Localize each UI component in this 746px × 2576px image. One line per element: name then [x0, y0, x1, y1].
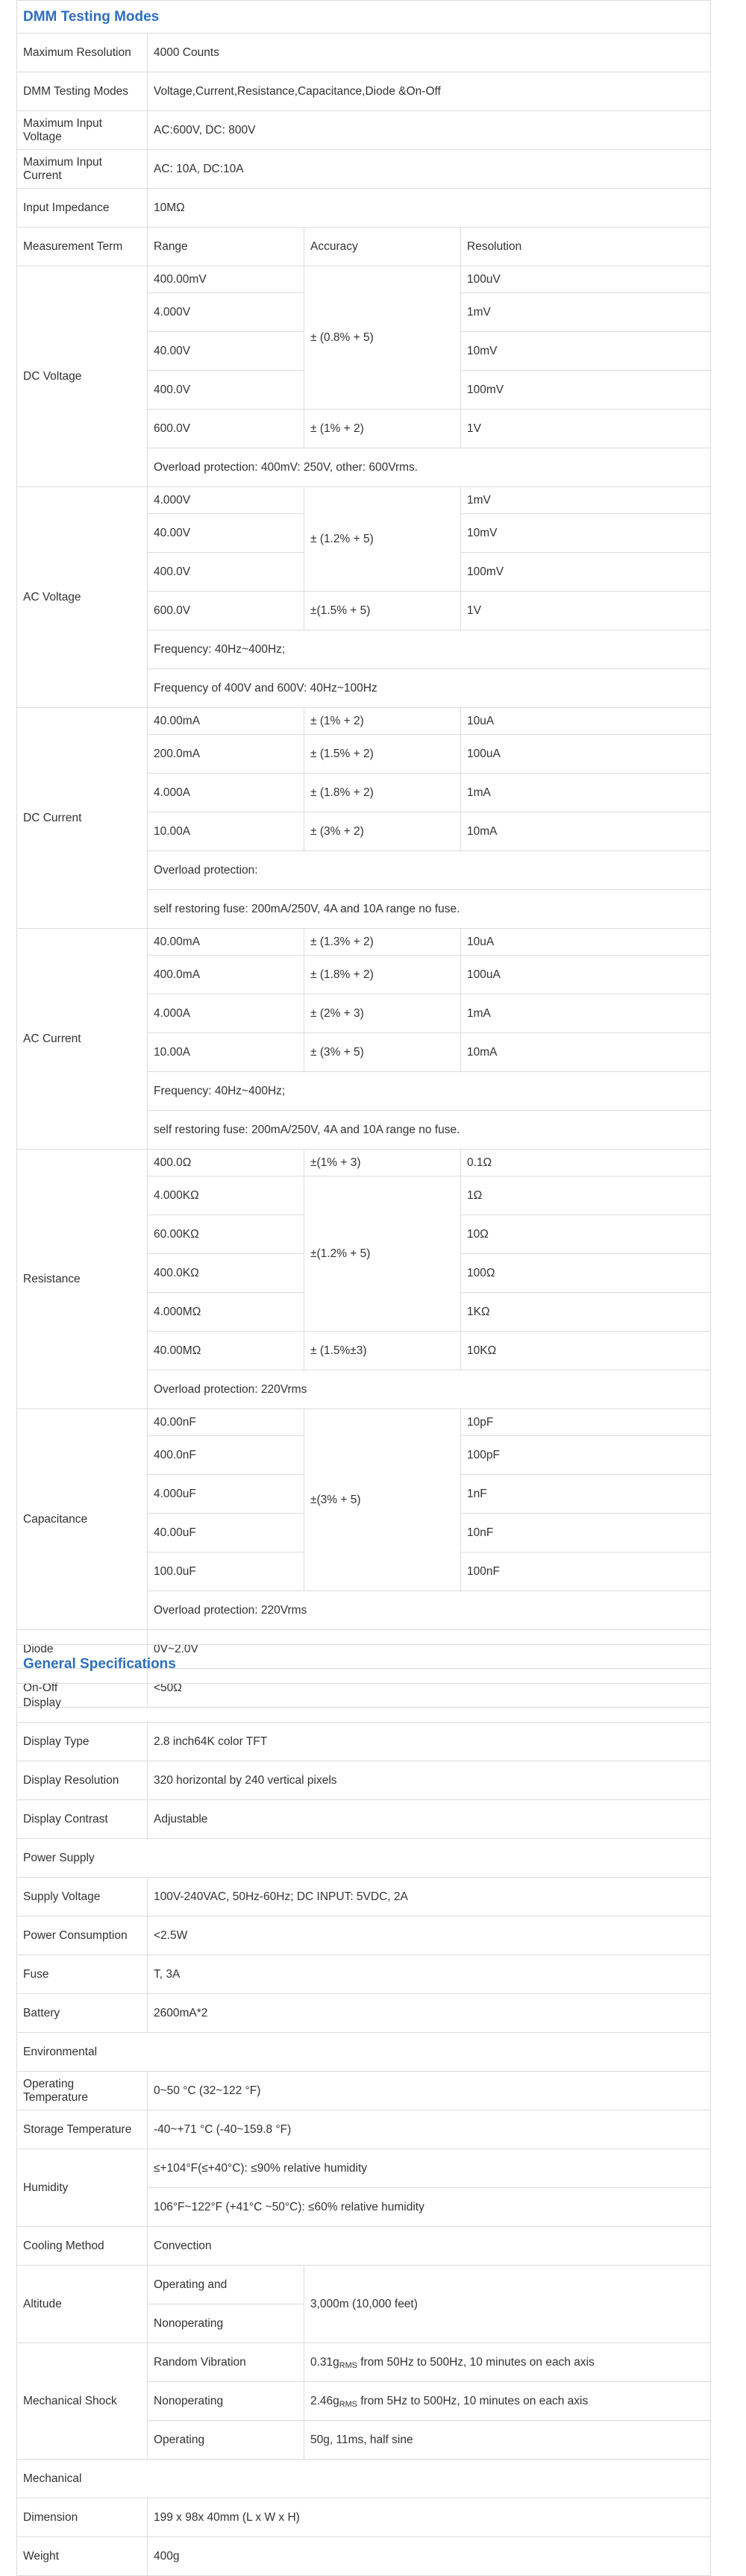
table-row	[17, 708, 711, 735]
accuracy-cell: ±(1.2% + 5)	[304, 1176, 461, 1332]
range-cell: 100.0uF	[148, 1552, 304, 1591]
shock-value-num: 2.46g	[310, 2394, 339, 2407]
row-value	[304, 2382, 711, 2421]
resolution-cell: 10mA	[461, 1033, 711, 1072]
group-power: Power Supply	[17, 1839, 711, 1878]
row-value: <50Ω	[148, 1669, 711, 1708]
row-value: 4000 Counts	[148, 34, 711, 72]
resolution-cell: 100mV	[461, 371, 711, 410]
group-environmental: Environmental	[17, 2033, 711, 2072]
row-label: Humidity	[17, 2149, 148, 2227]
group-mechanical: Mechanical	[17, 2460, 711, 2498]
resolution-cell: 10mA	[461, 812, 711, 851]
resolution-cell: 10uA	[461, 708, 711, 735]
row-value: 10MΩ	[148, 189, 711, 228]
note-cell: self restoring fuse: 200mA/250V, 4A and 10A range no fuse.	[148, 1111, 711, 1150]
header-accuracy: Accuracy	[304, 228, 461, 266]
table-row	[17, 150, 711, 189]
table-row	[17, 72, 711, 111]
row-label: Supply Voltage	[17, 1878, 148, 1917]
table-row	[17, 1994, 711, 2033]
shock-value-text: from 5Hz to 500Hz, 10 minutes on each axis	[357, 2394, 589, 2407]
row-value: Adjustable	[148, 1800, 711, 1839]
term-dc-current: DC Current	[17, 708, 148, 929]
row-label: Dimension	[17, 2498, 148, 2537]
accuracy-cell: ± (3% + 5)	[304, 1033, 461, 1072]
row-value: Voltage,Current,Resistance,Capacitance,Diode &On-Off	[148, 72, 711, 111]
resolution-cell: 10mV	[461, 514, 711, 553]
range-cell: 4.000V	[148, 487, 304, 514]
row-value: 3,000m (10,000 feet)	[304, 2266, 711, 2343]
row-value: AC: 10A, DC:10A	[148, 150, 711, 189]
accuracy-cell: ± (0.8% + 5)	[304, 266, 461, 410]
row-label: Cooling Method	[17, 2227, 148, 2266]
header-range: Range	[148, 228, 304, 266]
table-row	[17, 1800, 711, 1839]
resolution-cell: 100uV	[461, 266, 711, 293]
resolution-cell: 1mA	[461, 994, 711, 1033]
row-label: Maximum Input Current	[17, 150, 148, 189]
resolution-cell: 100uA	[461, 735, 711, 774]
table-row	[17, 2072, 711, 2110]
resolution-cell: 1mV	[461, 487, 711, 514]
range-cell: 60.00KΩ	[148, 1215, 304, 1254]
range-cell: 4.000MΩ	[148, 1293, 304, 1332]
note-cell: Frequency of 400V and 600V: 40Hz~100Hz	[148, 669, 711, 708]
resolution-cell: 1KΩ	[461, 1293, 711, 1332]
range-cell: 400.0mA	[148, 956, 304, 994]
range-cell: 400.0V	[148, 371, 304, 410]
note-cell: Overload protection: 400mV: 250V, other: 600Vrms.	[148, 448, 711, 487]
range-cell: 10.00A	[148, 812, 304, 851]
accuracy-cell: ± (1.5% + 2)	[304, 735, 461, 774]
row-label: Operating Temperature	[17, 2072, 148, 2110]
note-cell: Frequency: 40Hz~400Hz;	[148, 630, 711, 669]
group-row	[17, 2460, 711, 2498]
row-label: Mechanical Shock	[17, 2343, 148, 2460]
resolution-cell: 10uA	[461, 929, 711, 956]
table-row	[17, 1723, 711, 1761]
table-row	[17, 2498, 711, 2537]
table-row	[17, 929, 711, 956]
row-label: Display Resolution	[17, 1761, 148, 1800]
group-row	[17, 1839, 711, 1878]
general-section-title: General Specifications	[17, 1645, 711, 1684]
note-cell: Overload protection: 220Vrms	[148, 1591, 711, 1630]
table-row	[17, 1761, 711, 1800]
range-cell: 40.00uF	[148, 1514, 304, 1552]
term-dc-voltage: DC Voltage	[17, 266, 148, 487]
table-row	[17, 1955, 711, 1994]
range-cell: 400.0KΩ	[148, 1254, 304, 1293]
resolution-cell: 100uA	[461, 956, 711, 994]
resolution-cell: 10pF	[461, 1409, 711, 1436]
accuracy-cell: ± (1.2% + 5)	[304, 487, 461, 592]
rms-subscript: RMS	[339, 2399, 357, 2409]
note-cell: Overload protection:	[148, 851, 711, 890]
table-header-row	[17, 228, 711, 266]
table-row	[17, 111, 711, 150]
sub-label: Random Vibration	[148, 2343, 304, 2382]
sub-label: Operating	[148, 2421, 304, 2460]
group-row	[17, 1684, 711, 1723]
table-row	[17, 1917, 711, 1955]
resolution-cell: 1nF	[461, 1475, 711, 1514]
table-row	[17, 266, 711, 293]
dmm-section-title: DMM Testing Modes	[17, 1, 711, 34]
resolution-cell: 10KΩ	[461, 1332, 711, 1370]
range-cell: 4.000uF	[148, 1475, 304, 1514]
sub-label: Nonoperating	[148, 2382, 304, 2421]
accuracy-cell: ± (2% + 3)	[304, 994, 461, 1033]
table-row	[17, 2149, 711, 2188]
range-cell: 4.000V	[148, 293, 304, 332]
resolution-cell: 1Ω	[461, 1176, 711, 1215]
row-label: Input Impedance	[17, 189, 148, 228]
range-cell: 4.000A	[148, 994, 304, 1033]
row-label: Maximum Input Voltage	[17, 111, 148, 150]
row-value: -40~+71 °C (-40~159.8 °F)	[148, 2110, 711, 2149]
table-row	[17, 487, 711, 514]
resolution-cell: 10nF	[461, 1514, 711, 1552]
row-label: Weight	[17, 2537, 148, 2576]
resolution-cell: 100Ω	[461, 1254, 711, 1293]
row-label: Diode	[17, 1630, 148, 1669]
accuracy-cell: ±(3% + 5)	[304, 1409, 461, 1591]
row-label: Display Contrast	[17, 1800, 148, 1839]
row-value: 199 x 98x 40mm (L x W x H)	[148, 2498, 711, 2537]
row-value: 106°F~122°F (+41°C ~50°C): ≤60% relative humidity	[148, 2188, 711, 2227]
row-value: Convection	[148, 2227, 711, 2266]
table-row	[17, 34, 711, 72]
row-value: 50g, 11ms, half sine	[304, 2421, 711, 2460]
dmm-title-row	[17, 1, 711, 34]
table-row	[17, 2110, 711, 2149]
resolution-cell: 100mV	[461, 553, 711, 592]
range-cell: 40.00mA	[148, 708, 304, 735]
table-row	[17, 189, 711, 228]
row-value: 320 horizontal by 240 vertical pixels	[148, 1761, 711, 1800]
accuracy-cell: ± (1.3% + 2)	[304, 929, 461, 956]
header-resolution: Resolution	[461, 228, 711, 266]
resolution-cell: 10mV	[461, 332, 711, 371]
resolution-cell: 1mV	[461, 293, 711, 332]
row-value: ≤+104°F(≤+40°C): ≤90% relative humidity	[148, 2149, 711, 2188]
header-term: Measurement Term	[17, 228, 148, 266]
row-value: 100V-240VAC, 50Hz-60Hz; DC INPUT: 5VDC, 2A	[148, 1878, 711, 1917]
range-cell: 4.000KΩ	[148, 1176, 304, 1215]
row-label: Altitude	[17, 2266, 148, 2343]
resolution-cell: 100pF	[461, 1436, 711, 1475]
row-label: On-Off	[17, 1669, 148, 1708]
row-value: <2.5W	[148, 1917, 711, 1955]
note-cell: Frequency: 40Hz~400Hz;	[148, 1072, 711, 1111]
table-row	[17, 1878, 711, 1917]
row-value: 2600mA*2	[148, 1994, 711, 2033]
range-cell: 40.00V	[148, 514, 304, 553]
table-row	[17, 1409, 711, 1436]
general-spec-table	[16, 1644, 711, 2576]
term-capacitance: Capacitance	[17, 1409, 148, 1630]
row-label: Storage Temperature	[17, 2110, 148, 2149]
term-resistance: Resistance	[17, 1150, 148, 1409]
range-cell: 40.00mA	[148, 929, 304, 956]
resolution-cell: 10Ω	[461, 1215, 711, 1254]
resolution-cell: 1mA	[461, 774, 711, 812]
row-label: Battery	[17, 1994, 148, 2033]
row-value: 2.8 inch64K color TFT	[148, 1723, 711, 1761]
sub-label: Nonoperating	[148, 2304, 304, 2343]
table-row	[17, 2266, 711, 2304]
table-row	[17, 2227, 711, 2266]
row-value: 0~50 °C (32~122 °F)	[148, 2072, 711, 2110]
note-cell: Overload protection: 220Vrms	[148, 1370, 711, 1409]
sub-label: Operating and	[148, 2266, 304, 2304]
group-display: Display	[17, 1684, 711, 1723]
row-label: DMM Testing Modes	[17, 72, 148, 111]
range-cell: 40.00V	[148, 332, 304, 371]
row-value: AC:600V, DC: 800V	[148, 111, 711, 150]
shock-value-text: from 50Hz to 500Hz, 10 minutes on each axis	[357, 2355, 595, 2369]
range-cell: 600.0V	[148, 592, 304, 630]
group-row	[17, 2033, 711, 2072]
resolution-cell: 1V	[461, 410, 711, 448]
range-cell: 400.0V	[148, 553, 304, 592]
row-value: 400g	[148, 2537, 711, 2576]
range-cell: 600.0V	[148, 410, 304, 448]
resolution-cell: 100nF	[461, 1552, 711, 1591]
range-cell: 400.0nF	[148, 1436, 304, 1475]
gen-title-row	[17, 1645, 711, 1684]
accuracy-cell: ±(1% + 3)	[304, 1150, 461, 1176]
range-cell: 10.00A	[148, 1033, 304, 1072]
shock-value-num: 0.31g	[310, 2355, 339, 2369]
accuracy-cell: ± (1.8% + 2)	[304, 956, 461, 994]
row-label: Power Consumption	[17, 1917, 148, 1955]
note-cell: self restoring fuse: 200mA/250V, 4A and 10A range no fuse.	[148, 890, 711, 929]
rms-subscript: RMS	[339, 2360, 357, 2370]
resolution-cell: 0.1Ω	[461, 1150, 711, 1176]
range-cell: 400.0Ω	[148, 1150, 304, 1176]
row-value: T, 3A	[148, 1955, 711, 1994]
table-row	[17, 2343, 711, 2382]
accuracy-cell: ±(1.5% + 5)	[304, 592, 461, 630]
row-label: Fuse	[17, 1955, 148, 1994]
dmm-spec-table	[16, 0, 711, 1708]
row-label: Display Type	[17, 1723, 148, 1761]
term-ac-current: AC Current	[17, 929, 148, 1150]
accuracy-cell: ± (1% + 2)	[304, 410, 461, 448]
accuracy-cell: ± (3% + 2)	[304, 812, 461, 851]
range-cell: 400.00mV	[148, 266, 304, 293]
accuracy-cell: ± (1.5%±3)	[304, 1332, 461, 1370]
resolution-cell: 1V	[461, 592, 711, 630]
range-cell: 200.0mA	[148, 735, 304, 774]
row-value	[304, 2343, 711, 2382]
accuracy-cell: ± (1.8% + 2)	[304, 774, 461, 812]
range-cell: 4.000A	[148, 774, 304, 812]
range-cell: 40.00nF	[148, 1409, 304, 1436]
range-cell: 40.00MΩ	[148, 1332, 304, 1370]
accuracy-cell: ± (1% + 2)	[304, 708, 461, 735]
table-row	[17, 1150, 711, 1176]
row-label: Maximum Resolution	[17, 34, 148, 72]
term-ac-voltage: AC Voltage	[17, 487, 148, 708]
row-value: 0V~2.0V	[148, 1630, 711, 1669]
